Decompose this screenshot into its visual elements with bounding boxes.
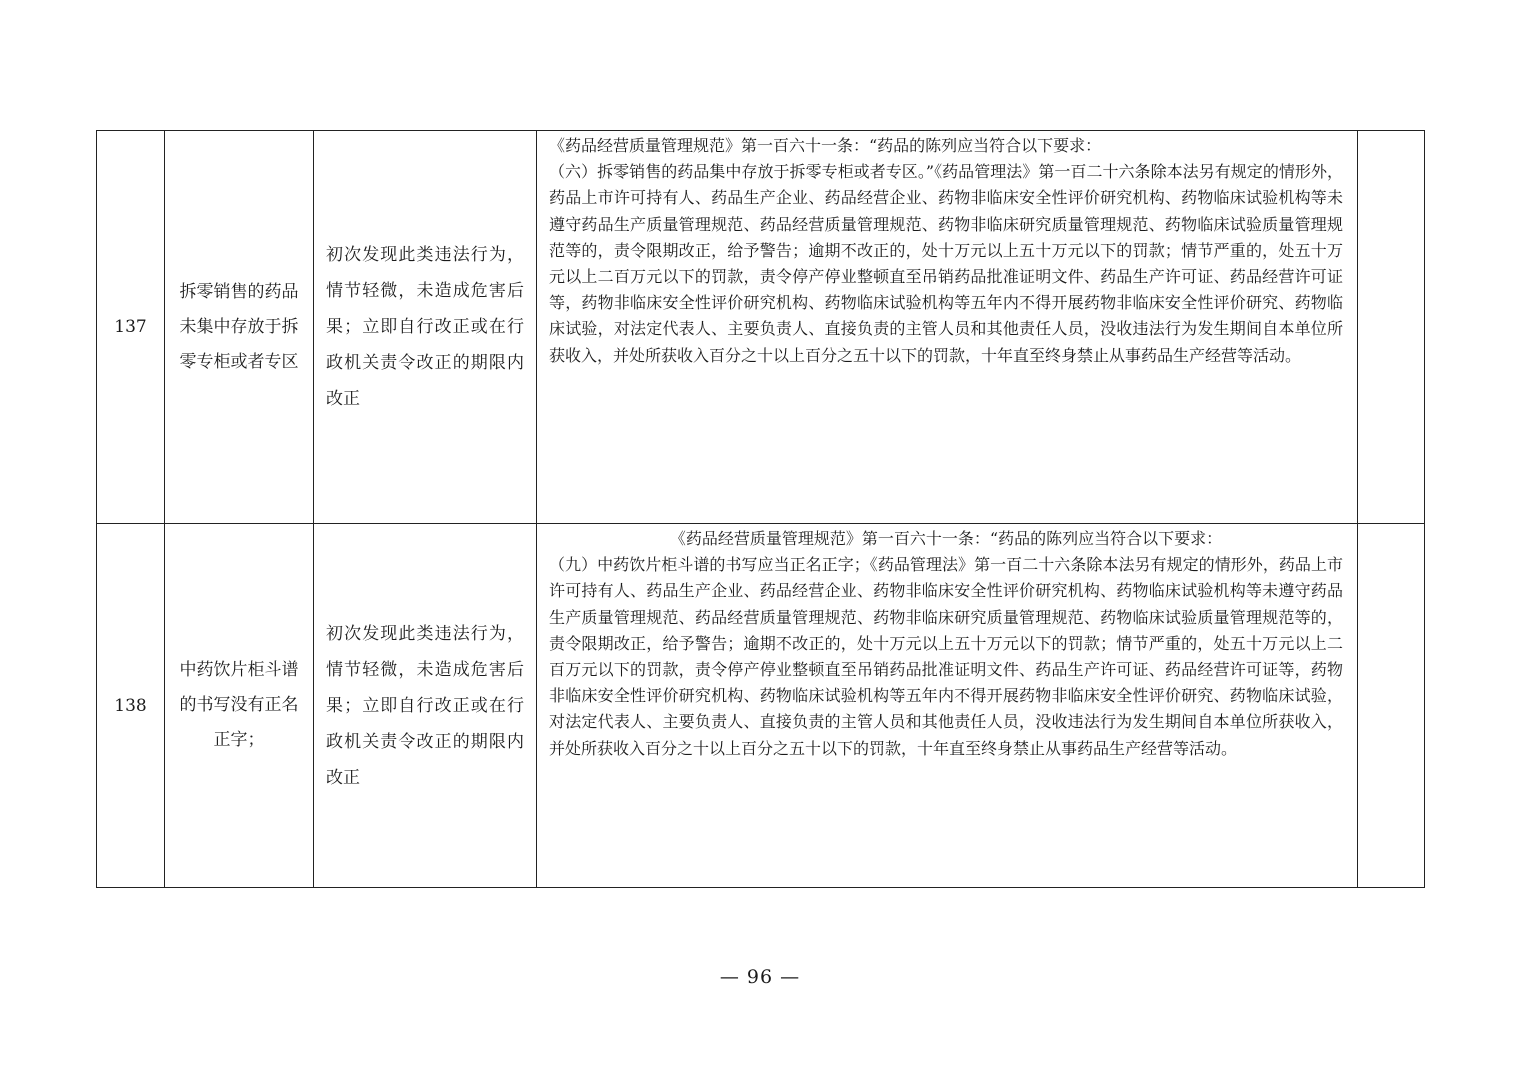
page-number: — 96 — bbox=[719, 966, 801, 988]
table-row bbox=[97, 524, 1425, 888]
violation-item: 拆零销售的药品未集中存放于拆零专柜或者专区 bbox=[165, 131, 314, 524]
remarks-cell bbox=[1358, 131, 1425, 524]
exemption-condition: 初次发现此类违法行为，情节轻微，未造成危害后果；立即自行改正或在行政机关责令改正的期限内改正 bbox=[314, 524, 537, 888]
violation-item: 中药饮片柜斗谱的书写没有正名正字； bbox=[165, 524, 314, 888]
exemption-condition: 初次发现此类违法行为，情节轻微，未造成危害后果；立即自行改正或在行政机关责令改正的期限内改正 bbox=[314, 131, 537, 524]
regulation-table bbox=[96, 130, 1425, 888]
legal-basis bbox=[537, 524, 1358, 888]
row-number: 138 bbox=[97, 524, 165, 888]
legal-basis-first-line: 《药品经营质量管理规范》第一百六十一条：“药品的陈列应当符合以下要求： bbox=[549, 136, 1102, 155]
row-number: 137 bbox=[97, 131, 165, 524]
remarks-cell bbox=[1358, 524, 1425, 888]
legal-basis-text: （六）拆零销售的药品集中存放于拆零专柜或者专区。”《药品管理法》第一百二十六条除本法另有规定的情形外，药品上市许可持有人、药品生产企业、药品经营企业、药物非临床安全性评价研究机构、药物临床试验机构等未遵守药品生产质量管理规范、药品经营质量管理规范、药物非临床研究质量管理规范、药物临床试验质量管理规范等的，责令限期改正，给予警告；逾期不改正的，处十万元以上五十万元以下的罚款；情节严重的，处五十万元以上二百万元以下的罚款，责令停产停业整顿直至吊销药品批准证明文件、药品生产许可证、药品经营许可证等，药物非临床安全性评价研究机构、药物临床试验机构等五年内不得开展药物非临床安全性评价研究、药物临床试验，对法定代表人、主要负责人、直接负责的主管人员和其他责任人员，没收违法行为发生期间自本单位所获收入，并处所获收入百分之十以上百分之五十以下的罚款，十年直至终身禁止从事药品生产经营等活动。 bbox=[549, 162, 1343, 365]
table-row bbox=[97, 131, 1425, 524]
legal-basis bbox=[537, 131, 1358, 524]
legal-basis-first-line: 《药品经营质量管理规范》第一百六十一条：“药品的陈列应当符合以下要求： bbox=[669, 529, 1223, 548]
legal-basis-text: （九）中药饮片柜斗谱的书写应当正名正字；《药品管理法》第一百二十六条除本法另有规定的情形外，药品上市许可持有人、药品生产企业、药品经营企业、药物非临床安全性评价研究机构、药物临床试验机构等未遵守药品生产质量管理规范、药品经营质量管理规范、药物非临床研究质量管理规范、药物临床试验质量管理规范等的，责令限期改正，给予警告；逾期不改正的，处十万元以上五十万元以下的罚款；情节严重的，处五十万元以上二百万元以下的罚款，责令停产停业整顿直至吊销药品批准证明文件、药品生产许可证、药品经营许可证等，药物非临床安全性评价研究机构、药物临床试验机构等五年内不得开展药物非临床安全性评价研究、药物临床试验，对法定代表人、主要负责人、直接负责的主管人员和其他责任人员，没收违法行为发生期间自本单位所获收入，并处所获收入百分之十以上百分之五十以下的罚款，十年直至终身禁止从事药品生产经营等活动。 bbox=[549, 555, 1343, 758]
